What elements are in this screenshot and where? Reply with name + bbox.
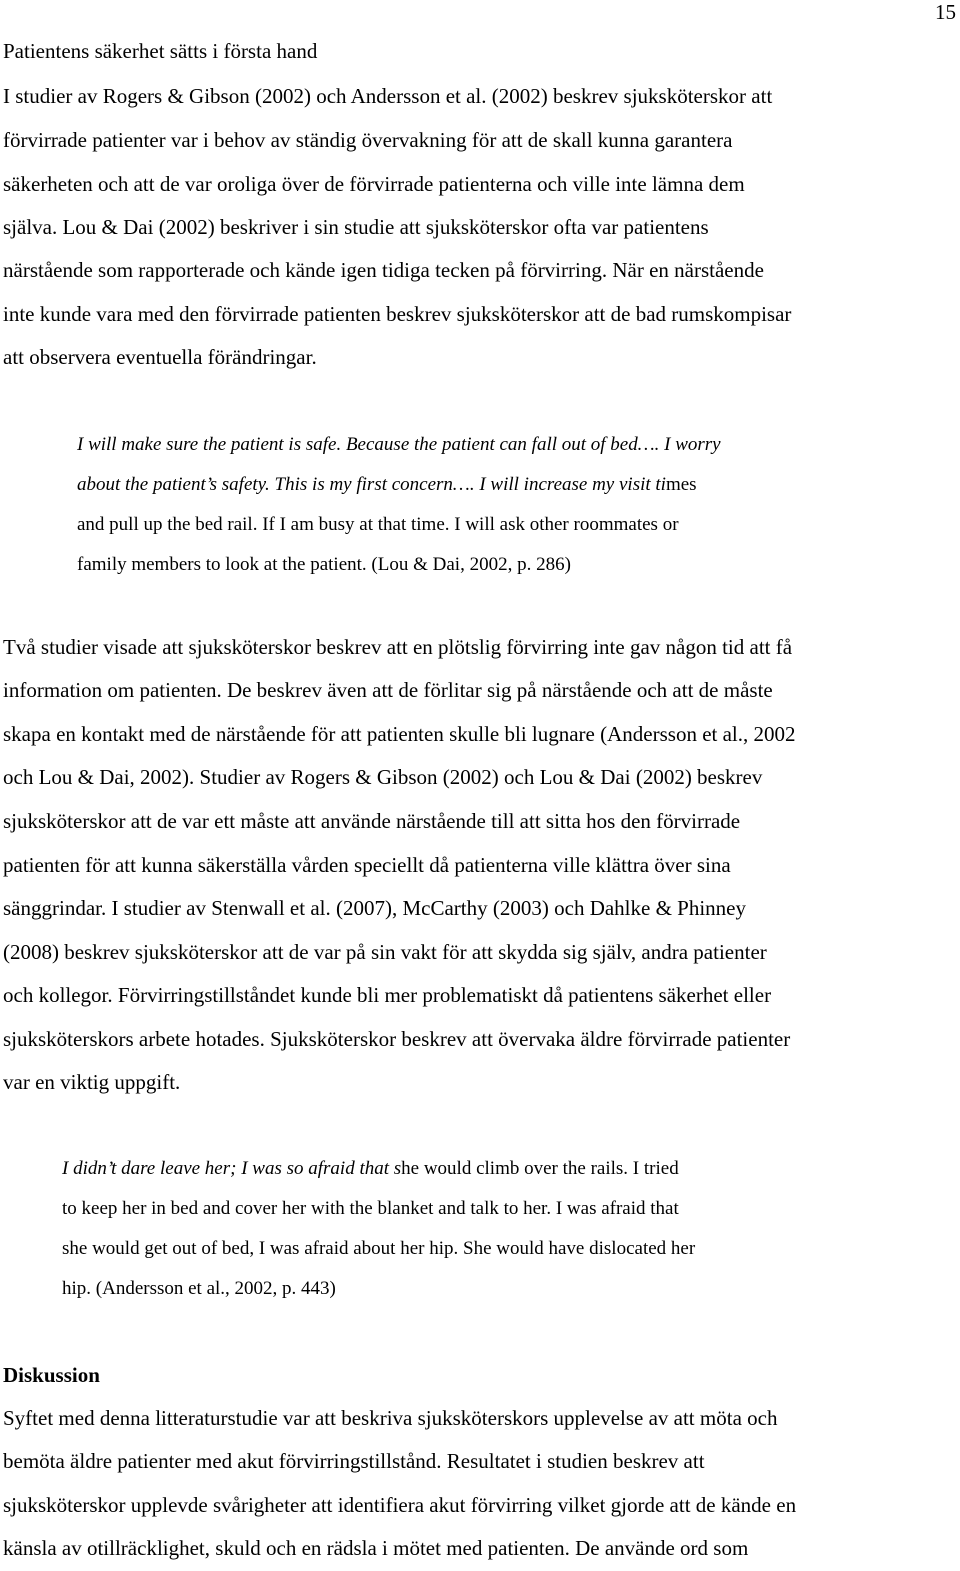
paragraph-line: information om patienten. De beskrev även att de förlitar sig på närstående och att de måste: [3, 678, 773, 702]
paragraph-line: närstående som rapporterade och kände igen tidiga tecken på förvirring. När en närstående: [3, 258, 764, 282]
paragraph-line: och Lou & Dai, 2002). Studier av Rogers & Gibson (2002) och Lou & Dai (2002) beskrev: [3, 765, 763, 789]
paragraph-line: (2008) beskrev sjuksköterskor att de var på sin vakt för att skydda sig själv, andra patienter: [3, 940, 767, 964]
block-quote-line: [77, 545, 571, 585]
block-quote-line: [77, 425, 721, 465]
quote-normal: family members to look at the patient. (Lou & Dai, 2002, p. 286): [77, 554, 571, 575]
paragraph-line: Syftet med denna litteraturstudie var att beskriva sjuksköterskors upplevelse av att möta och: [3, 1406, 778, 1430]
quote-italic: I will make sure the patient is safe. Because the patient can fall out of bed…. I worry: [77, 434, 721, 455]
paragraph-line: sjuksköterskors arbete hotades. Sjuksköterskor beskrev att övervaka äldre förvirrade patienter: [3, 1027, 791, 1051]
quote-normal: hip. (Andersson et al., 2002, p. 443): [62, 1278, 336, 1299]
paragraph-line: bemöta äldre patienter med akut förvirringstillstånd. Resultatet i studien beskrev att: [3, 1449, 705, 1473]
paragraph-line: Två studier visade att sjuksköterskor beskrev att en plötslig förvirring inte gav någon tid att få: [3, 635, 793, 659]
paragraph-line: sjuksköterskor att de var ett måste att använde närstående till att sitta hos den förvirrade: [3, 809, 741, 833]
paragraph-line: själva. Lou & Dai (2002) beskriver i sin studie att sjuksköterskor ofta var patientens: [3, 215, 709, 239]
paragraph-line: sänggrindar. I studier av Stenwall et al. (2007), McCarthy (2003) och Dahlke & Phinney: [3, 896, 746, 920]
paragraph-line: förvirrade patienter var i behov av ständig övervakning för att de skall kunna garantera: [3, 128, 733, 152]
quote-italic: about the patient’s safety. This is my first concern…. I will increase my visit ti: [77, 474, 666, 495]
section-heading-diskussion: Diskussion: [3, 1363, 100, 1387]
block-quote-line: [77, 465, 697, 505]
paragraph-line: var en viktig uppgift.: [3, 1070, 181, 1094]
paragraph-line: och kollegor. Förvirringstillståndet kunde bli mer problematiskt då patientens säkerhet eller: [3, 983, 772, 1007]
quote-normal: he would climb over the rails. I tried: [401, 1158, 679, 1179]
paragraph-line: patienten för att kunna säkerställa vården speciellt då patienterna ville klättra över sina: [3, 853, 731, 877]
paragraph-line: skapa en kontakt med de närstående för att patienten skulle bli lugnare (Andersson et al., 2002: [3, 722, 796, 746]
quote-normal: she would get out of bed, I was afraid about her hip. She would have dislocated her: [62, 1238, 696, 1259]
block-quote-line: [62, 1269, 336, 1309]
block-quote-line: [62, 1189, 679, 1229]
paragraph-line: I studier av Rogers & Gibson (2002) och Andersson et al. (2002) beskrev sjuksköterskor att: [3, 84, 773, 108]
paragraph-line: att observera eventuella förändringar.: [3, 345, 317, 369]
quote-normal: to keep her in bed and cover her with the blanket and talk to her. I was afraid that: [62, 1198, 679, 1219]
paragraph-line: inte kunde vara med den förvirrade patienten beskrev sjuksköterskor att de bad rumskompisar: [3, 302, 792, 326]
quote-normal: and pull up the bed rail. If I am busy at that time. I will ask other roommates or: [77, 514, 679, 535]
quote-normal: mes: [665, 474, 697, 495]
page-number: 15: [935, 0, 956, 24]
paragraph-line: sjuksköterskor upplevde svårigheter att identifiera akut förvirring vilket gjorde att de kände en: [3, 1493, 797, 1517]
block-quote-line: [62, 1149, 679, 1189]
block-quote-line: [62, 1229, 695, 1269]
paragraph-line: känsla av otillräcklighet, skuld och en rädsla i mötet med patienten. De använde ord som: [3, 1536, 749, 1560]
quote-italic: I didn’t dare leave her; I was so afraid that s: [62, 1158, 402, 1179]
section-heading: Patientens säkerhet sätts i första hand: [3, 39, 318, 63]
paragraph-line: säkerheten och att de var oroliga över de förvirrade patienterna och ville inte lämna dem: [3, 172, 745, 196]
block-quote-line: [77, 505, 679, 545]
